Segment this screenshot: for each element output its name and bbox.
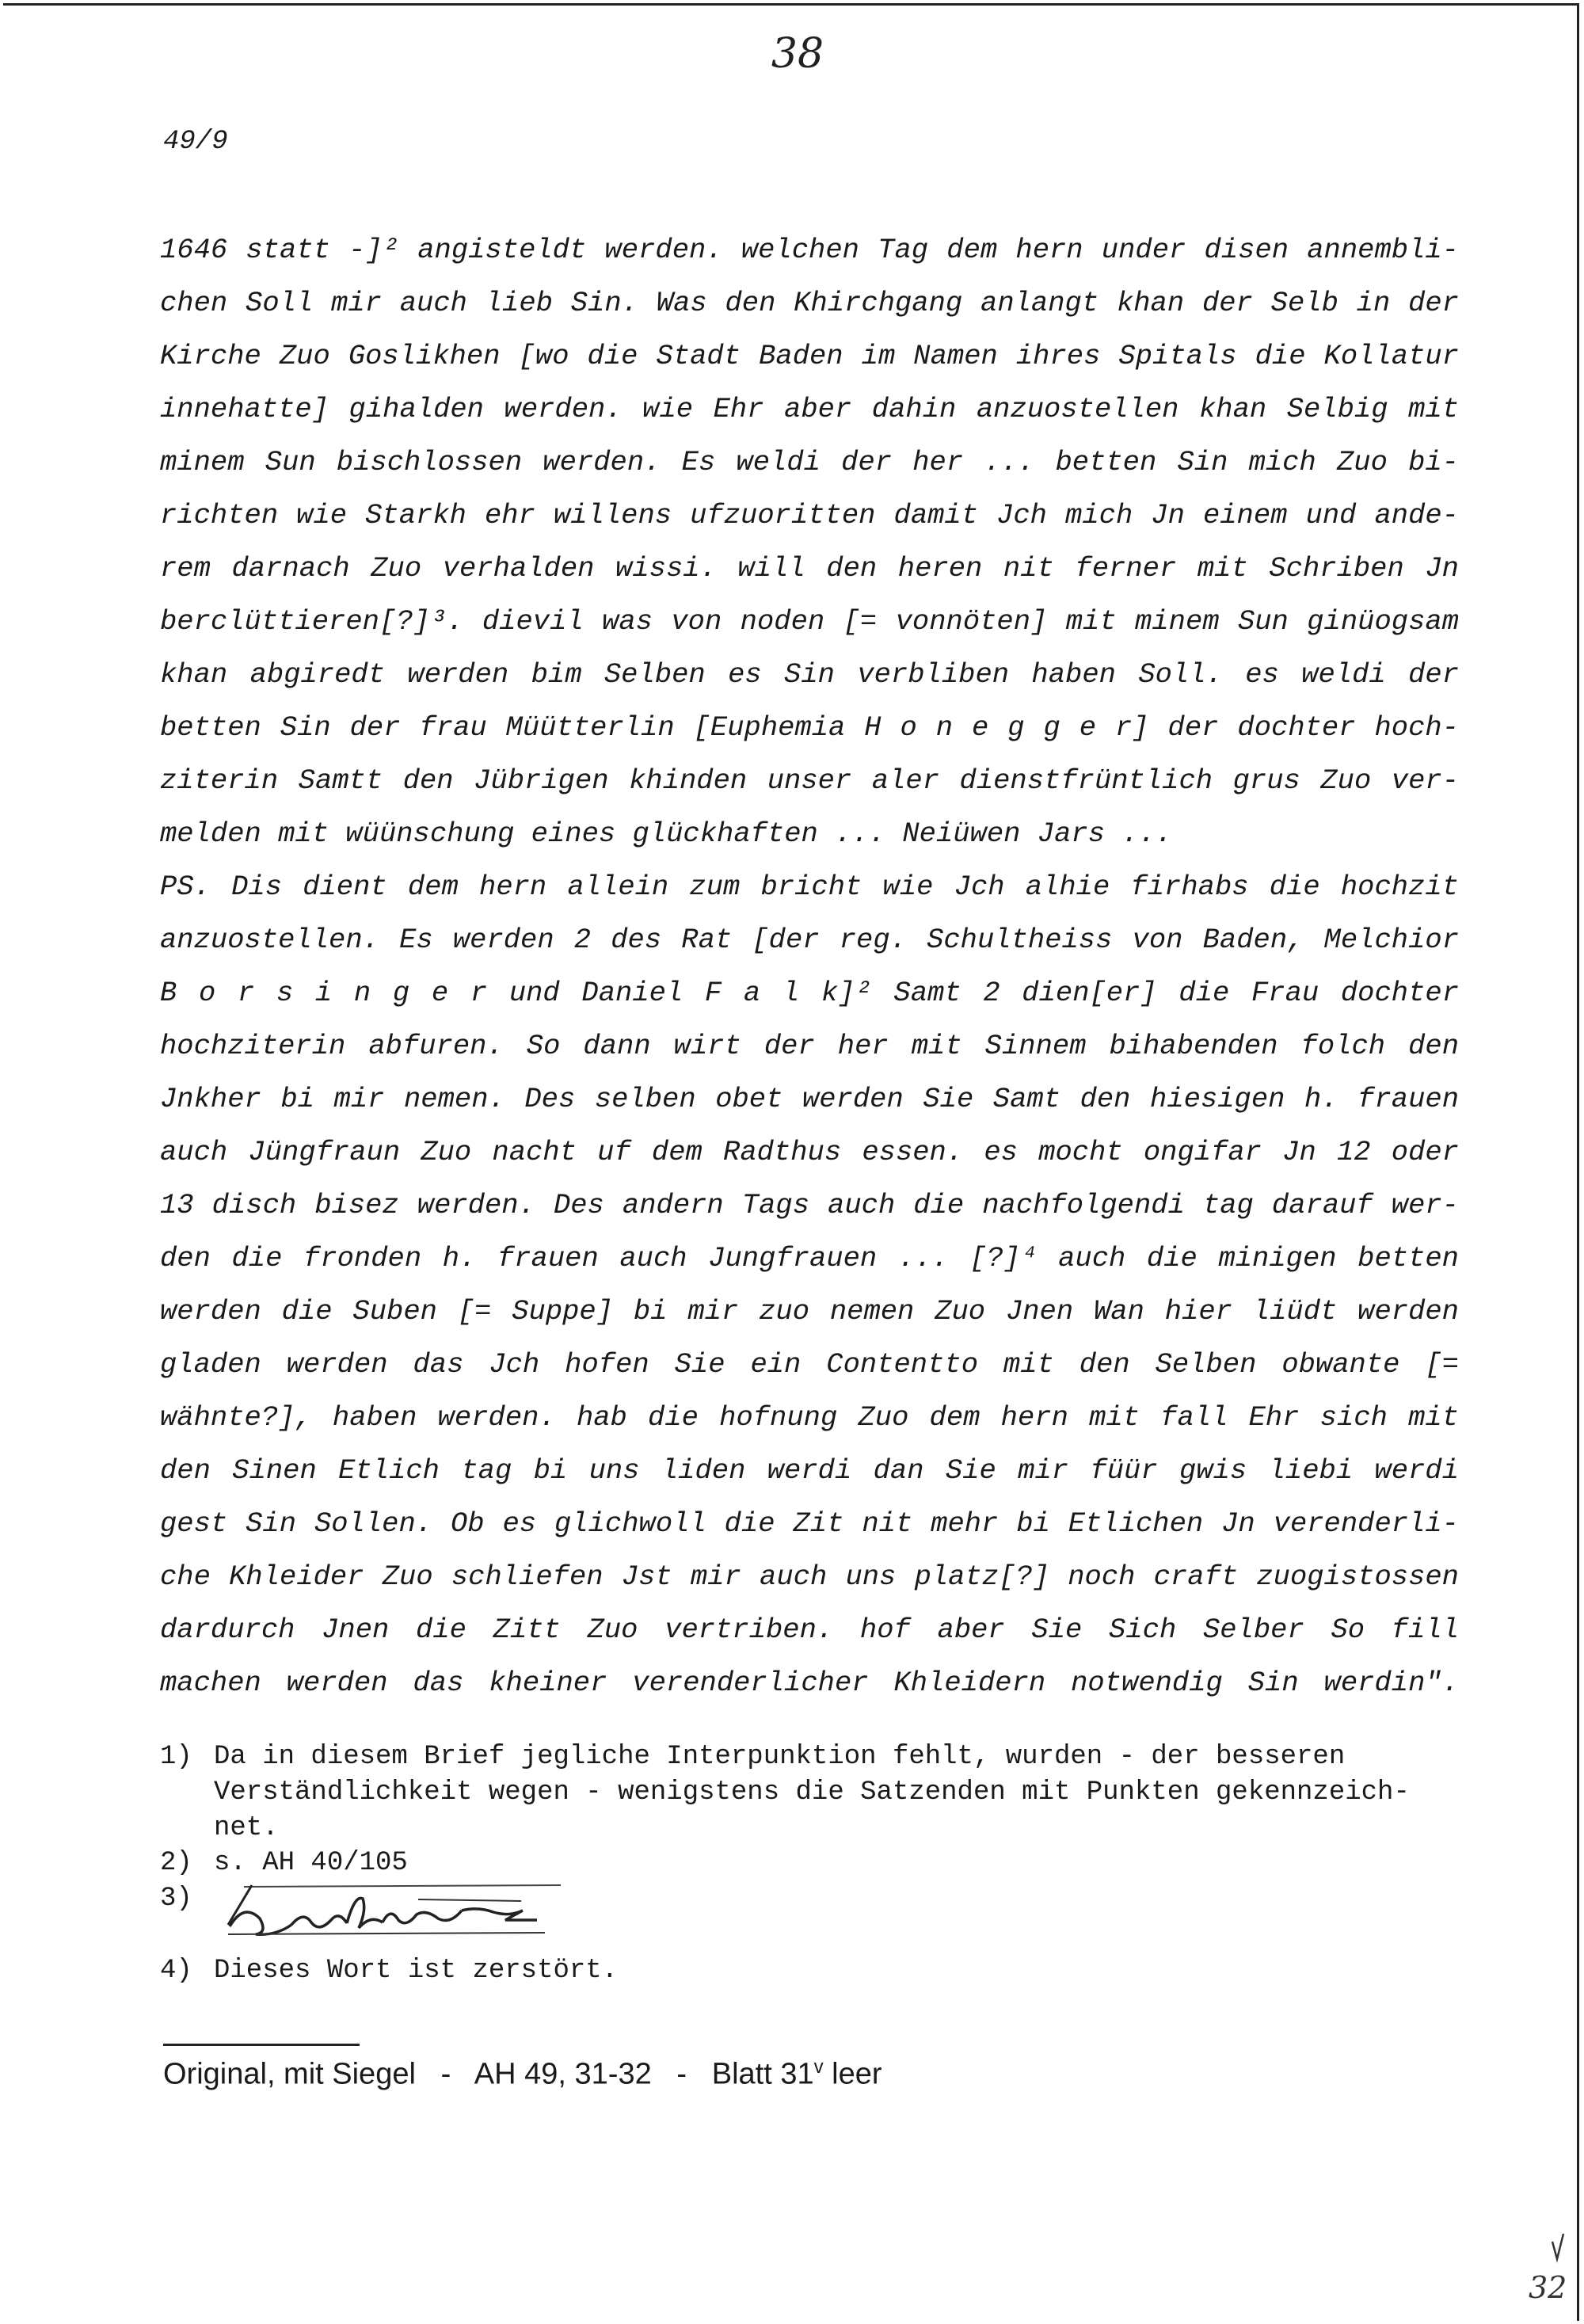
- body-line: auch Jüngfraun Zuo nacht uf dem Radthus essen. es mocht ongifar Jn 12 oder: [160, 1136, 1459, 1168]
- body-line: che Khleider Zuo schliefen Jst mir auch uns platz[?] noch craft zuogistossen: [160, 1560, 1459, 1593]
- footnote-line: s. AH 40/105: [214, 1848, 408, 1878]
- source-line: [163, 2056, 882, 2092]
- body-line: ziterin Samtt den Jübrigen khinden unser aler dienstfrüntlich grus Zuo ver-: [160, 764, 1459, 797]
- footnote-4: [160, 1953, 1459, 1989]
- footnote-line: Da in diesem Brief jegliche Interpunktion fehlt, wurden - der besseren: [214, 1742, 1346, 1772]
- body-line: wähnte?], haben werden. hab die hofnung Zuo dem hern mit fall Ehr sich mit: [160, 1401, 1459, 1434]
- footnote-line: Verständlichkeit wegen - wenigstens die Satzenden mit Punkten gekennzeich-: [214, 1777, 1410, 1808]
- footnote-number: 2): [160, 1848, 192, 1878]
- footnote-line: Dieses Wort ist zerstört.: [214, 1956, 619, 1986]
- body-line: Kirche Zuo Goslikhen [wo die Stadt Baden im Namen ihres Spitals die Kollatur: [160, 340, 1459, 372]
- body-line: dardurch Jnen die Zitt Zuo vertriben. hof aber Sie Sich Selber So fill: [160, 1613, 1459, 1646]
- footnote-line: net.: [214, 1813, 279, 1843]
- body-line: berclüttieren[?]³. dievil was von noden [= vonnöten] mit minem Sun ginüogsam: [160, 605, 1459, 638]
- body-line: gest Sin Sollen. Ob es glichwoll die Zit nit mehr bi Etlichen Jn verenderli-: [160, 1507, 1459, 1540]
- body-line: den Sinen Etlich tag bi uns liden werdi dan Sie mir füür gwis liebi werdi: [160, 1454, 1459, 1487]
- body-line: hochziterin abfuren. So dann wirt der her mit Sinnem bihabenden folch den: [160, 1030, 1459, 1062]
- body-line: gladen werden das Jch hofen Sie ein Contentto mit den Selben obwante [=: [160, 1348, 1459, 1381]
- handwritten-signature: [212, 1879, 561, 1942]
- source-tail: leer: [823, 2057, 882, 2091]
- body-line: machen werden das kheiner verenderlicher Khleidern notwendig Sin werdin".: [160, 1667, 1459, 1699]
- body-line: chen Soll mir auch lieb Sin. Was den Khirchgang anlangt khan der Selb in der: [160, 287, 1459, 319]
- footnote-1: [160, 1739, 1459, 1846]
- body-line: B o r s i n g e r und Daniel F a l k]² Samt 2 dien[er] die Frau dochter: [160, 977, 1459, 1009]
- body-line: anzuostellen. Es werden 2 des Rat [der reg. Schultheiss von Baden, Melchior: [160, 924, 1459, 956]
- body-line: melden mit wüünschung eines glückhaften ... Neiüwen Jars ...: [160, 817, 1173, 850]
- footnote-number: 3): [160, 1884, 192, 1914]
- body-line: Jnkher bi mir nemen. Des selben obet werden Sie Samt den hiesigen h. frauen: [160, 1083, 1459, 1115]
- separator-rule: [163, 2044, 360, 2046]
- body-line: rem darnach Zuo verhalden wissi. will den heren nit ferner mit Schriben Jn: [160, 552, 1459, 585]
- footnote-number: 1): [160, 1742, 192, 1772]
- source-text: Original, mit Siegel - AH 49, 31-32 - Blatt 31: [163, 2057, 814, 2091]
- corner-annotation: 32: [1529, 2270, 1567, 2305]
- body-line: khan abgiredt werden bim Selben es Sin verbliben haben Soll. es weldi der: [160, 658, 1459, 691]
- letter-body: [160, 223, 1459, 1709]
- footnote-2: [160, 1846, 1459, 1881]
- body-line: PS. Dis dient dem hern allein zum bricht wie Jch alhie firhabs die hochzit: [160, 871, 1459, 903]
- body-line: betten Sin der frau Müütterlin [Euphemia H o n e g g e r] der dochter hoch-: [160, 711, 1459, 744]
- body-line: werden die Suben [= Suppe] bi mir zuo nemen Zuo Jnen Wan hier liüdt werden: [160, 1295, 1459, 1328]
- body-line: minem Sun bischlossen werden. Es weldi der her ... betten Sin mich Zuo bi-: [160, 446, 1459, 478]
- body-line: innehatte] gihalden werden. wie Ehr aber dahin anzuostellen khan Selbig mit: [160, 393, 1459, 425]
- document-reference: 49/9: [163, 127, 228, 157]
- body-line: richten wie Starkh ehr willens ufzuoritten damit Jch mich Jn einem und ande-: [160, 499, 1459, 531]
- source-superscript: v: [813, 2056, 824, 2078]
- page-number: 38: [771, 30, 824, 78]
- footnote-number: 4): [160, 1956, 192, 1986]
- body-line: 1646 statt -]² angisteldt werden. welchen Tag dem hern under disen annembli-: [160, 234, 1459, 266]
- body-line: den die fronden h. frauen auch Jungfrauen ... [?]⁴ auch die minigen betten: [160, 1242, 1459, 1274]
- body-line: 13 disch bisez werden. Des andern Tags auch die nachfolgendi tag darauf wer-: [160, 1189, 1459, 1221]
